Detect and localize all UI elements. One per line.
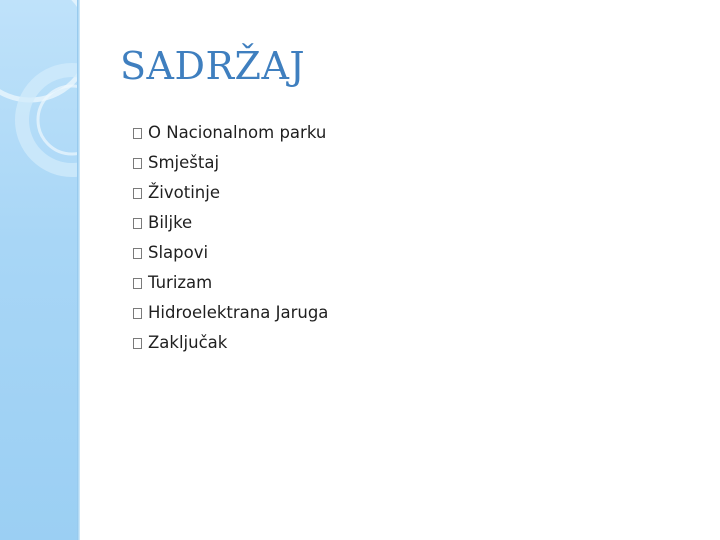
box-bullet-icon (133, 218, 142, 229)
list-item-text: Smještaj (148, 152, 220, 172)
list-item-text: Slapovi (148, 242, 209, 262)
list-item (133, 327, 328, 357)
list-item-text: Zaključak (148, 332, 228, 352)
list-item (133, 117, 328, 147)
side-panel-edge (77, 0, 80, 540)
box-bullet-icon (133, 248, 142, 259)
decorative-circles-icon (0, 0, 78, 540)
list-item-text: Hidroelektrana Jaruga (148, 302, 329, 322)
list-item (133, 207, 328, 237)
slide-title: SADRŽAJ (120, 44, 306, 88)
list-item (133, 267, 328, 297)
list-item-text: Biljke (148, 212, 193, 232)
list-item (133, 297, 328, 327)
list-item (133, 177, 328, 207)
content-list (133, 117, 328, 357)
list-item-text: Životinje (148, 182, 220, 202)
box-bullet-icon (133, 278, 142, 289)
list-item (133, 237, 328, 267)
box-bullet-icon (133, 128, 142, 139)
box-bullet-icon (133, 158, 142, 169)
list-item (133, 147, 328, 177)
box-bullet-icon (133, 308, 142, 319)
list-item-text: Turizam (148, 272, 213, 292)
list-item-text: O Nacionalnom parku (148, 122, 327, 142)
box-bullet-icon (133, 338, 142, 349)
box-bullet-icon (133, 188, 142, 199)
decorative-side-panel (0, 0, 78, 540)
